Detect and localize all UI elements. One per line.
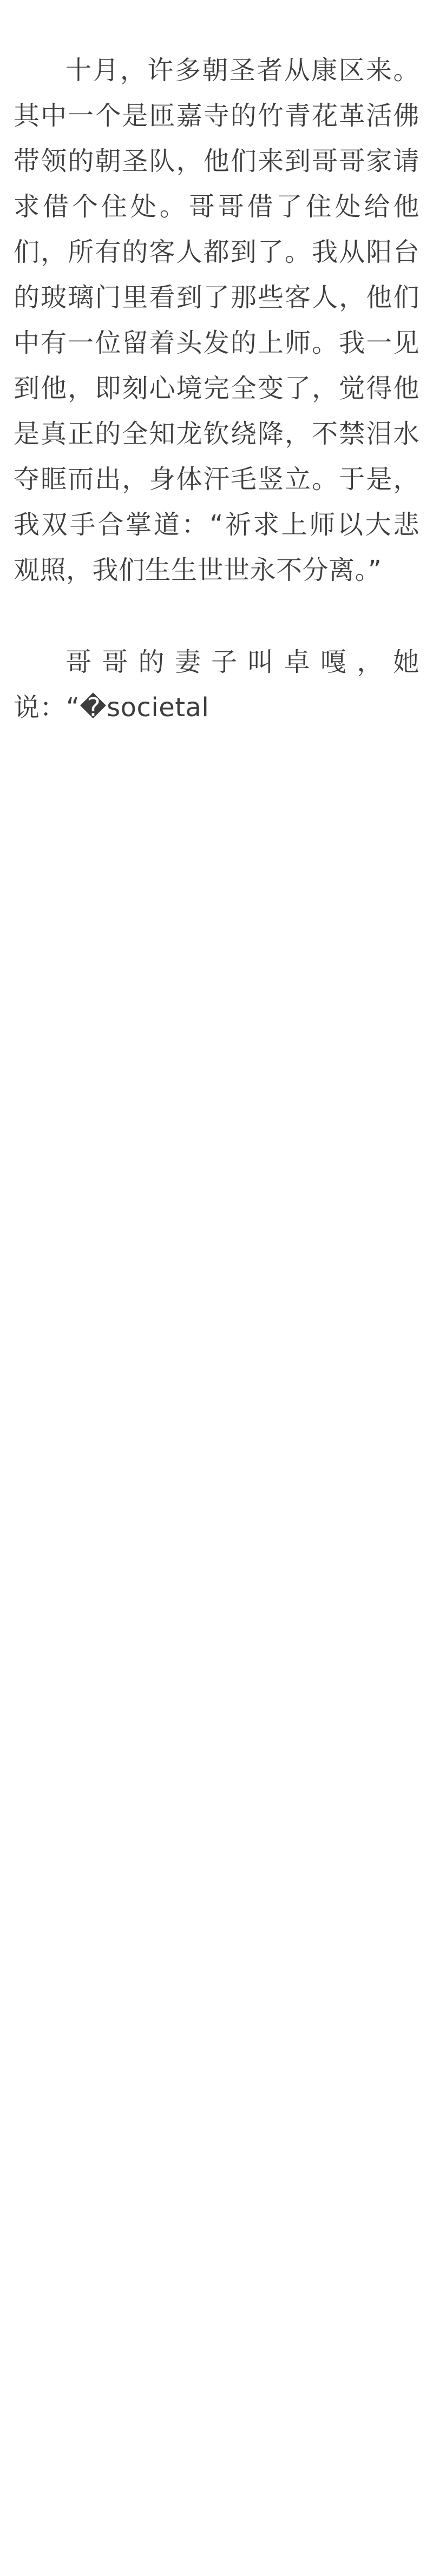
paragraph-1: 十月，许多朝圣者从康区来。其中一个是匝嘉寺的竹青花革活佛带领的朝圣队，他们来到哥哥家请求借个住处。哥哥借了住处给他们，所有的客人都到了。我从阳台的玻璃门里看到了那些客人，他们中有一位留着头发的上师。我一见到他，即刻心境完全变了，觉得他是真正的全知龙钦绕降，不禁泪水夺眶而出，身体汗毛竖立。于是，我双手合掌道：“祈求上师以大悲观照，我们生生世世永不分离。”	[14, 55, 419, 585]
paragraph-2: 哥哥的妻子叫卓嘎，她说：“�societal	[14, 647, 419, 723]
